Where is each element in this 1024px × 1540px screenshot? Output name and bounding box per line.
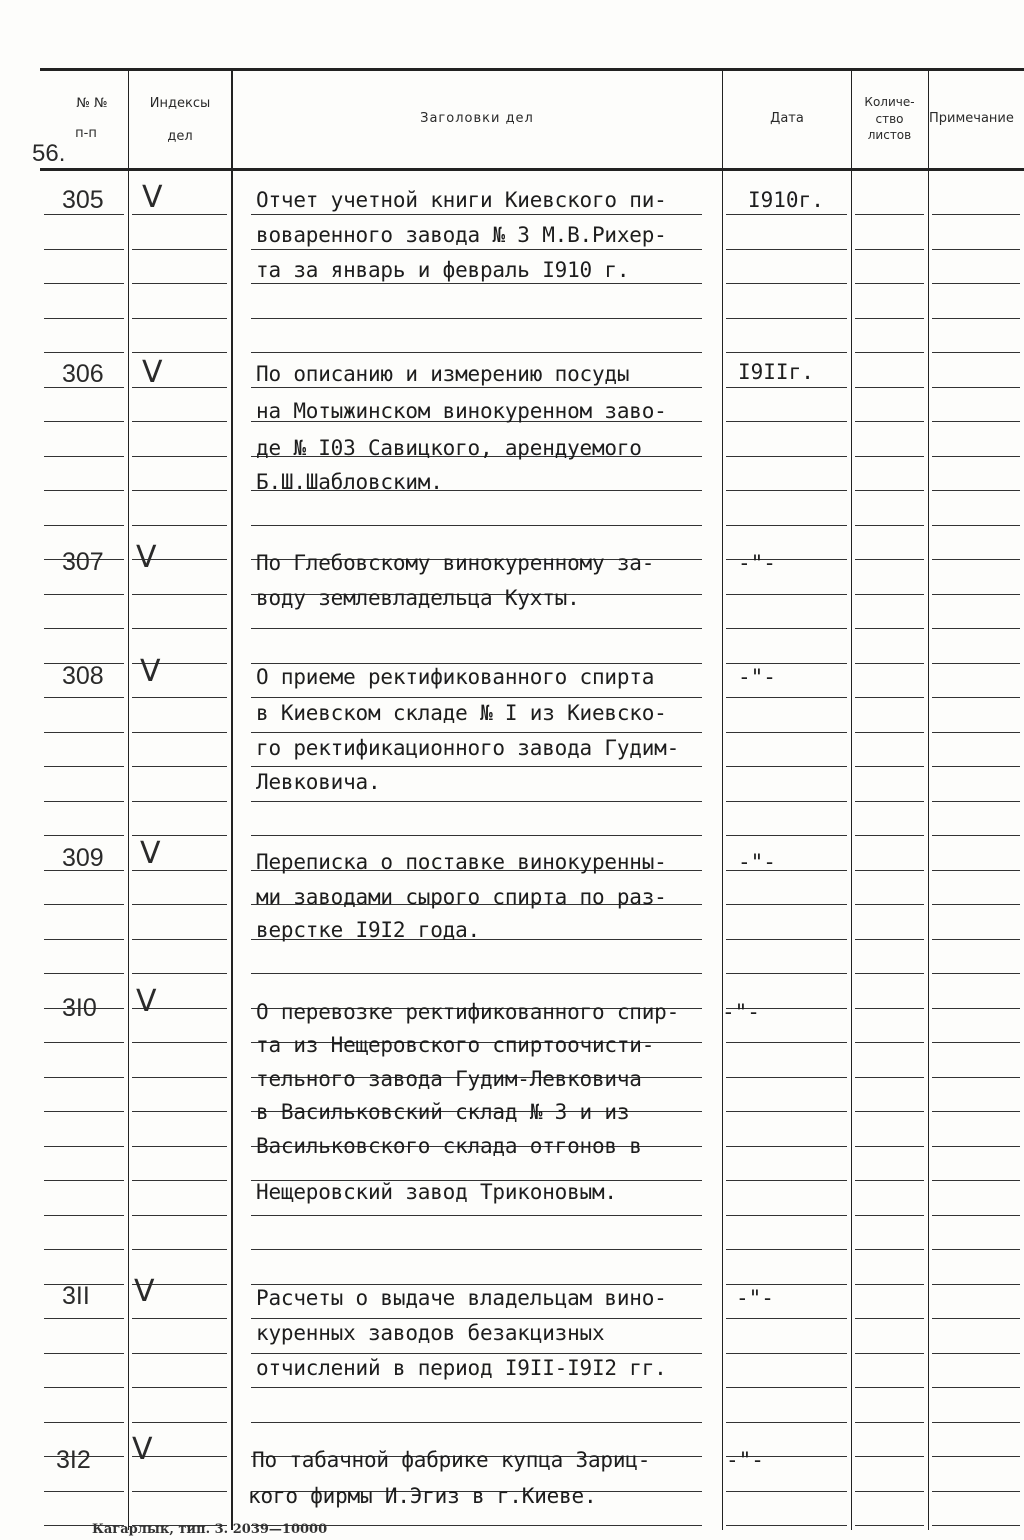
ruled-line — [44, 1042, 124, 1043]
ruled-line — [44, 1353, 124, 1354]
ruled-line — [132, 525, 227, 526]
ruled-line — [251, 318, 702, 319]
ruled-line — [251, 387, 702, 388]
ruled-line — [855, 1318, 924, 1319]
ruled-line — [726, 1491, 847, 1492]
ruled-line — [932, 732, 1020, 733]
ruled-line — [855, 318, 924, 319]
record-date: -"- — [738, 850, 776, 874]
record-title-line: в Киевском складе № I из Киевско- — [256, 701, 667, 725]
ruled-line — [932, 697, 1020, 698]
ruled-line — [932, 1525, 1020, 1526]
index-check-mark: V — [134, 1274, 155, 1309]
ruled-line — [932, 870, 1020, 871]
ruled-line — [855, 1111, 924, 1112]
index-check-mark: V — [142, 180, 163, 215]
record-number: 305 — [62, 186, 104, 214]
ruled-line — [132, 1042, 227, 1043]
ruled-line — [132, 697, 227, 698]
record-number: 307 — [62, 548, 104, 576]
ruled-line — [932, 1180, 1020, 1181]
header-col-index: Индексы — [149, 96, 211, 111]
ruled-line — [251, 1353, 702, 1354]
ruled-line — [44, 973, 124, 974]
ruled-line — [932, 1215, 1020, 1216]
ruled-line — [251, 973, 702, 974]
ruled-line — [251, 1387, 702, 1388]
ruled-line — [932, 766, 1020, 767]
ruled-line — [132, 456, 227, 457]
ruled-line — [251, 732, 702, 733]
ruled-line — [251, 801, 702, 802]
ruled-line — [44, 1387, 124, 1388]
ruled-line — [132, 973, 227, 974]
ruled-line — [855, 870, 924, 871]
ruled-line — [932, 352, 1020, 353]
ruled-line — [251, 525, 702, 526]
ruled-line — [726, 249, 847, 250]
ruled-line — [44, 1422, 124, 1423]
ruled-line — [855, 214, 924, 215]
ruled-line — [855, 1215, 924, 1216]
ruled-line — [44, 1318, 124, 1319]
ruled-line — [726, 1387, 847, 1388]
ruled-line — [855, 663, 924, 664]
header-col-number: № № — [76, 96, 108, 111]
record-title-line: та за январь и февраль I910 г. — [256, 258, 630, 282]
ruled-line — [932, 214, 1020, 215]
ruled-line — [132, 1180, 227, 1181]
col-divider-index — [231, 70, 233, 1530]
record-number: 3II — [62, 1282, 90, 1310]
ruled-line — [932, 1077, 1020, 1078]
top-rule — [40, 68, 1024, 71]
record-title-line: Нещеровский завод Триконовым. — [256, 1180, 617, 1204]
ruled-line — [726, 1042, 847, 1043]
ruled-line — [132, 904, 227, 905]
ruled-line — [855, 1180, 924, 1181]
col-divider-date — [851, 70, 852, 1530]
record-title-line: го ректификационного завода Гудим- — [256, 736, 680, 760]
ruled-line — [726, 732, 847, 733]
header-col-notes: Примечание — [929, 111, 1014, 126]
record-number: 306 — [62, 360, 104, 388]
ruled-line — [726, 318, 847, 319]
ruled-line — [855, 939, 924, 940]
ruled-line — [855, 559, 924, 560]
record-number: 3I2 — [56, 1446, 91, 1474]
ruled-line — [132, 1353, 227, 1354]
ruled-line — [44, 456, 124, 457]
index-check-mark: V — [136, 984, 157, 1019]
ruled-line — [251, 628, 702, 629]
ruled-line — [855, 1284, 924, 1285]
ruled-line — [132, 1146, 227, 1147]
ruled-line — [44, 318, 124, 319]
ruled-line — [932, 1249, 1020, 1250]
ruled-line — [132, 1318, 227, 1319]
ruled-line — [855, 766, 924, 767]
ruled-line — [251, 214, 702, 215]
ruled-line — [44, 525, 124, 526]
ruled-line — [855, 801, 924, 802]
ruled-line — [251, 835, 702, 836]
record-date: -"- — [726, 1448, 764, 1472]
col-divider-title — [722, 70, 723, 1530]
ruled-line — [726, 456, 847, 457]
ruled-line — [726, 939, 847, 940]
record-date: I9IIг. — [738, 360, 814, 384]
ruled-line — [932, 387, 1020, 388]
ruled-line — [855, 732, 924, 733]
ruled-line — [932, 939, 1020, 940]
ruled-line — [855, 1422, 924, 1423]
ruled-line — [855, 628, 924, 629]
header-col-count-1: Количе- — [864, 95, 915, 109]
header-col-count-2: ство — [875, 112, 904, 126]
ruled-line — [251, 283, 702, 284]
ruled-line — [251, 249, 702, 250]
ruled-line — [855, 1249, 924, 1250]
record-title-line: в Васильковский склад № 3 и из — [256, 1100, 630, 1124]
record-title-line: О приеме ректификованного спирта — [256, 665, 655, 689]
ruled-line — [855, 904, 924, 905]
ruled-line — [932, 1422, 1020, 1423]
ruled-line — [44, 1111, 124, 1112]
ruled-line — [132, 732, 227, 733]
ruled-line — [932, 1284, 1020, 1285]
header-col-date: Дата — [770, 111, 804, 126]
ruled-line — [855, 456, 924, 457]
index-check-mark: V — [142, 355, 163, 390]
ruled-line — [932, 1146, 1020, 1147]
header-col-number-sub: п-п — [75, 126, 97, 141]
ruled-line — [726, 973, 847, 974]
record-title-line: Б.Ш.Шабловским. — [256, 470, 443, 494]
ruled-line — [855, 1077, 924, 1078]
ruled-line — [855, 283, 924, 284]
ruled-line — [932, 1456, 1020, 1457]
record-date: I910г. — [748, 188, 824, 212]
ruled-line — [726, 835, 847, 836]
record-title-line: верстке I9I2 года. — [256, 918, 480, 942]
ruled-line — [932, 1318, 1020, 1319]
record-title-line: де № I03 Савицкого, арендуемого — [256, 436, 642, 460]
ruled-line — [932, 1491, 1020, 1492]
ruled-line — [726, 1111, 847, 1112]
ruled-line — [44, 1180, 124, 1181]
ruled-line — [44, 1146, 124, 1147]
ruled-line — [251, 766, 702, 767]
record-number: 309 — [62, 844, 104, 872]
ruled-line — [726, 628, 847, 629]
ruled-line — [932, 559, 1020, 560]
record-date: -"- — [738, 551, 776, 575]
ruled-line — [726, 490, 847, 491]
ruled-line — [932, 663, 1020, 664]
ruled-line — [726, 1249, 847, 1250]
ruled-line — [932, 1353, 1020, 1354]
ruled-line — [932, 249, 1020, 250]
record-date: -"- — [738, 665, 776, 689]
record-title-line: ми заводами сырого спирта по раз- — [256, 885, 667, 909]
ruled-line — [726, 1146, 847, 1147]
ruled-line — [932, 1111, 1020, 1112]
ruled-line — [44, 594, 124, 595]
col-divider-count — [928, 70, 929, 1530]
ruled-line — [855, 1042, 924, 1043]
ruled-line — [44, 283, 124, 284]
ruled-line — [44, 732, 124, 733]
ruled-line — [132, 352, 227, 353]
ruled-line — [726, 1525, 847, 1526]
index-check-mark: V — [136, 540, 157, 575]
ruled-line — [251, 1215, 702, 1216]
record-title-line: По Глебовскому винокуренному за- — [256, 551, 655, 575]
page-number: 56. — [32, 140, 66, 167]
ruled-line — [251, 1422, 702, 1423]
record-title-line: куренных заводов безакцизных — [256, 1321, 605, 1345]
ruled-line — [932, 283, 1020, 284]
ruled-line — [855, 594, 924, 595]
ruled-line — [726, 1353, 847, 1354]
record-title-line: О перевозке ректификованного спир- — [256, 1000, 680, 1024]
ruled-line — [726, 1318, 847, 1319]
record-date: -"- — [736, 1286, 774, 1310]
ruled-line — [932, 904, 1020, 905]
ruled-line — [251, 663, 702, 664]
ruled-line — [132, 594, 227, 595]
ruled-line — [932, 456, 1020, 457]
ruled-line — [932, 801, 1020, 802]
index-check-mark: V — [132, 1432, 153, 1467]
ruled-line — [251, 1318, 702, 1319]
ruled-line — [932, 594, 1020, 595]
ruled-line — [726, 801, 847, 802]
ruled-line — [726, 525, 847, 526]
header-col-title: Заголовки дел — [420, 111, 534, 126]
ruled-line — [726, 421, 847, 422]
ruled-line — [726, 766, 847, 767]
header-bottom-rule — [40, 168, 1024, 171]
ruled-line — [132, 1387, 227, 1388]
ruled-line — [726, 1180, 847, 1181]
ruled-line — [132, 1077, 227, 1078]
ruled-line — [726, 904, 847, 905]
record-date: -"- — [722, 1000, 760, 1024]
ruled-line — [855, 1008, 924, 1009]
ruled-line — [855, 352, 924, 353]
index-check-mark: V — [140, 836, 161, 871]
ruled-line — [44, 1249, 124, 1250]
ruled-line — [726, 1284, 847, 1285]
ruled-line — [44, 1491, 124, 1492]
ruled-line — [132, 1215, 227, 1216]
ruled-line — [44, 249, 124, 250]
ruled-line — [855, 697, 924, 698]
ruled-line — [726, 387, 847, 388]
ruled-line — [932, 628, 1020, 629]
ruled-line — [932, 525, 1020, 526]
record-title-line: на Мотыжинском винокуренном заво- — [256, 399, 667, 423]
record-title-line: По табачной фабрике купца Зариц- — [252, 1448, 651, 1472]
ruled-line — [132, 628, 227, 629]
ruled-line — [132, 1111, 227, 1112]
ruled-line — [932, 1042, 1020, 1043]
record-title-line: та из Нещеровского спиртоочисти- — [256, 1033, 655, 1057]
ruled-line — [855, 490, 924, 491]
ruled-line — [855, 1353, 924, 1354]
ruled-line — [726, 663, 847, 664]
ruled-line — [132, 939, 227, 940]
record-title-line: воваренного завода № 3 М.В.Рихер- — [256, 223, 667, 247]
ruled-line — [132, 801, 227, 802]
ruled-line — [932, 973, 1020, 974]
ruled-line — [726, 697, 847, 698]
ruled-line — [726, 1422, 847, 1423]
ruled-line — [726, 214, 847, 215]
ruled-line — [932, 1008, 1020, 1009]
ruled-line — [44, 904, 124, 905]
ruled-line — [855, 387, 924, 388]
ruled-line — [855, 1387, 924, 1388]
ruled-line — [251, 1249, 702, 1250]
ruled-line — [855, 525, 924, 526]
ruled-line — [44, 766, 124, 767]
ruled-line — [855, 421, 924, 422]
ruled-line — [726, 594, 847, 595]
ruled-line — [132, 283, 227, 284]
ruled-line — [132, 490, 227, 491]
ruled-line — [251, 697, 702, 698]
ruled-line — [932, 421, 1020, 422]
ruled-line — [932, 490, 1020, 491]
ruled-line — [855, 973, 924, 974]
record-title-line: Левковича. — [256, 770, 381, 794]
ruled-line — [132, 766, 227, 767]
record-number: 3I0 — [62, 994, 97, 1022]
ruled-line — [726, 1215, 847, 1216]
header-col-count-3: листов — [867, 128, 912, 142]
index-check-mark: V — [140, 654, 161, 689]
ruled-line — [44, 490, 124, 491]
ruled-line — [132, 1491, 227, 1492]
record-title-line: Переписка о поставке винокуренны- — [256, 850, 667, 874]
ruled-line — [932, 318, 1020, 319]
ruled-line — [44, 628, 124, 629]
ruled-line — [44, 835, 124, 836]
ruled-line — [44, 801, 124, 802]
ruled-line — [855, 1456, 924, 1457]
record-title-line: отчислений в период I9II-I9I2 гг. — [256, 1356, 667, 1380]
ruled-line — [132, 421, 227, 422]
ruled-line — [44, 421, 124, 422]
ruled-line — [44, 1215, 124, 1216]
printer-imprint: Кагарлык, тип. 3. 2039—10000 — [92, 1522, 328, 1537]
ruled-line — [132, 1422, 227, 1423]
record-title-line: кого фирмы И.Эгиз в г.Киеве. — [248, 1484, 597, 1508]
record-title-line: Васильковского склада отгонов в — [256, 1134, 642, 1158]
col-divider-number — [128, 70, 129, 1530]
ruled-line — [251, 1284, 702, 1285]
ruled-line — [932, 835, 1020, 836]
header-col-index-sub: дел — [167, 129, 193, 144]
ruled-line — [44, 939, 124, 940]
ruled-line — [132, 249, 227, 250]
ruled-line — [44, 352, 124, 353]
ruled-line — [132, 1249, 227, 1250]
ruled-line — [726, 1077, 847, 1078]
ruled-line — [44, 697, 124, 698]
ruled-line — [855, 835, 924, 836]
ruled-line — [932, 1387, 1020, 1388]
record-title-line: воду землевладельца Кухты. — [256, 586, 580, 610]
record-title-line: тельного завода Гудим-Левковича — [256, 1067, 642, 1091]
ruled-line — [855, 249, 924, 250]
ruled-line — [855, 1525, 924, 1526]
ruled-line — [855, 1146, 924, 1147]
ruled-line — [44, 1077, 124, 1078]
ruled-line — [132, 318, 227, 319]
ruled-line — [251, 352, 702, 353]
record-title-line: По описанию и измерению посуды — [256, 362, 630, 386]
ruled-line — [855, 1491, 924, 1492]
record-number: 308 — [62, 662, 104, 690]
ruled-line — [726, 352, 847, 353]
ruled-line — [726, 283, 847, 284]
record-title-line: Расчеты о выдаче владельцам вино- — [256, 1286, 667, 1310]
record-title-line: Отчет учетной книги Киевского пи- — [256, 188, 667, 212]
